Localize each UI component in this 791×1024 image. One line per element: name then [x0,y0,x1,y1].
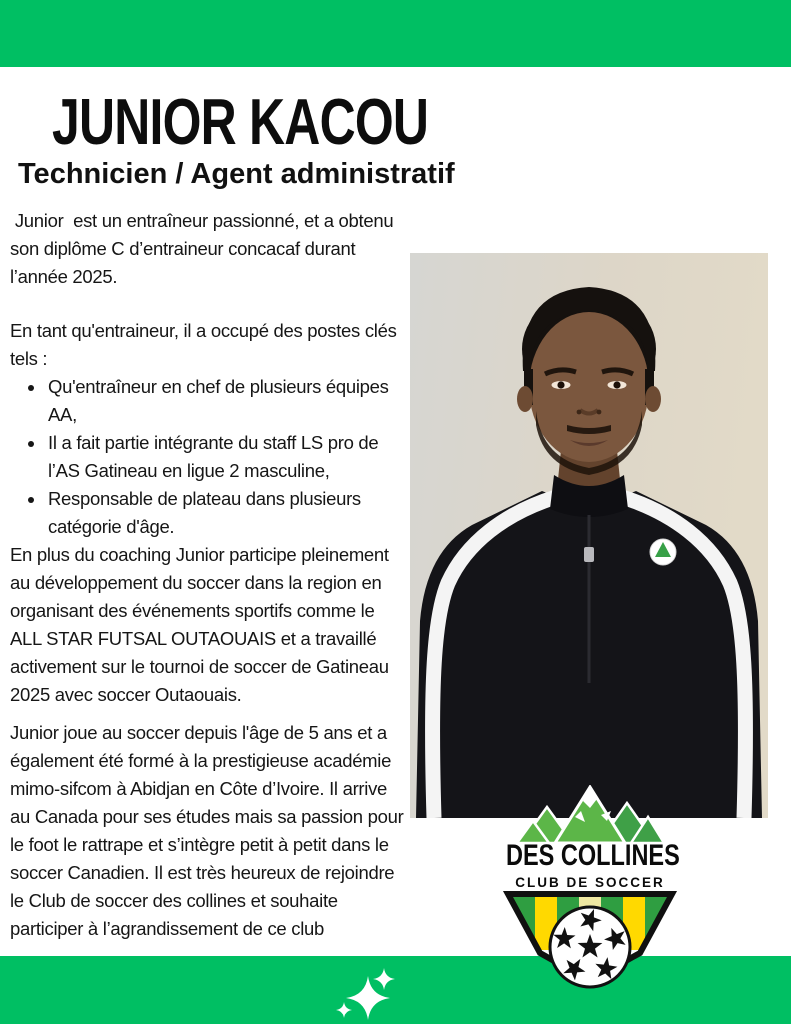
background-paragraph: Junior joue au soccer depuis l'âge de 5 ans et a également été formé à la prestigieuse académie mimo-sifcom à Abidjan en Côte d’Ivoire. Il arrive au Canada pour ses études mais sa passion pour le foot le rattrape et s’intègre petit à petit dans le soccer Canadien. Il est très heureux de rejoindre le Club de soccer des collines et souhaite participer à l’agrandissement de ce club [10,722,409,939]
roles-intro-paragraph: En tant qu'entraineur, il a occupé des postes clés tels : [10,320,402,369]
roles-list [10,373,408,541]
club-tagline: CLUB DE SOCCER [515,875,665,890]
shield-soccer-ball-icon [500,891,680,997]
top-green-bar [0,0,791,67]
mountain-range-icon [514,785,666,845]
sparkle-small [336,1002,352,1018]
ear-right [645,386,661,412]
sparkle-medium [373,968,395,990]
list-item: • Il a fait partie intégrante du staff LS pro de l’AS Gatineau en ligue 2 masculine, [46,429,408,485]
ear-left [517,386,533,412]
zipper-pull [584,547,594,562]
list-item: • Qu'entraîneur en chef de plusieurs équipes AA, [46,373,408,429]
iris-left [557,381,564,388]
club-logo [490,783,690,998]
portrait-illustration [410,253,768,818]
portrait-photo [410,253,768,818]
iris-right [613,381,620,388]
sparkle-icon [318,950,428,1024]
face [529,312,649,462]
list-item: • Responsable de plateau dans plusieurs catégorie d'âge. [46,485,408,541]
nostril-right [597,410,602,415]
club-name: DES COLLINES [506,839,680,872]
intro-paragraph: Junior est un entraîneur passionné, et a obtenu son diplôme C d’entraineur concacaf durant l’année 2025. [10,210,399,287]
page-title: JUNIOR KACOU [52,85,429,159]
nostril-left [577,410,582,415]
bio-text-column [10,207,408,943]
community-paragraph: En plus du coaching Junior participe pleinement au développement du soccer dans la region en organisant des événements sportifs comme le ALL STAR FUTSAL OUTAOUAIS et a travaillé activement sur le tournoi de soccer de Gatineau 2025 avec soccer Outaouais. [10,544,394,705]
page-subtitle: Technicien / Agent administratif [18,158,455,190]
